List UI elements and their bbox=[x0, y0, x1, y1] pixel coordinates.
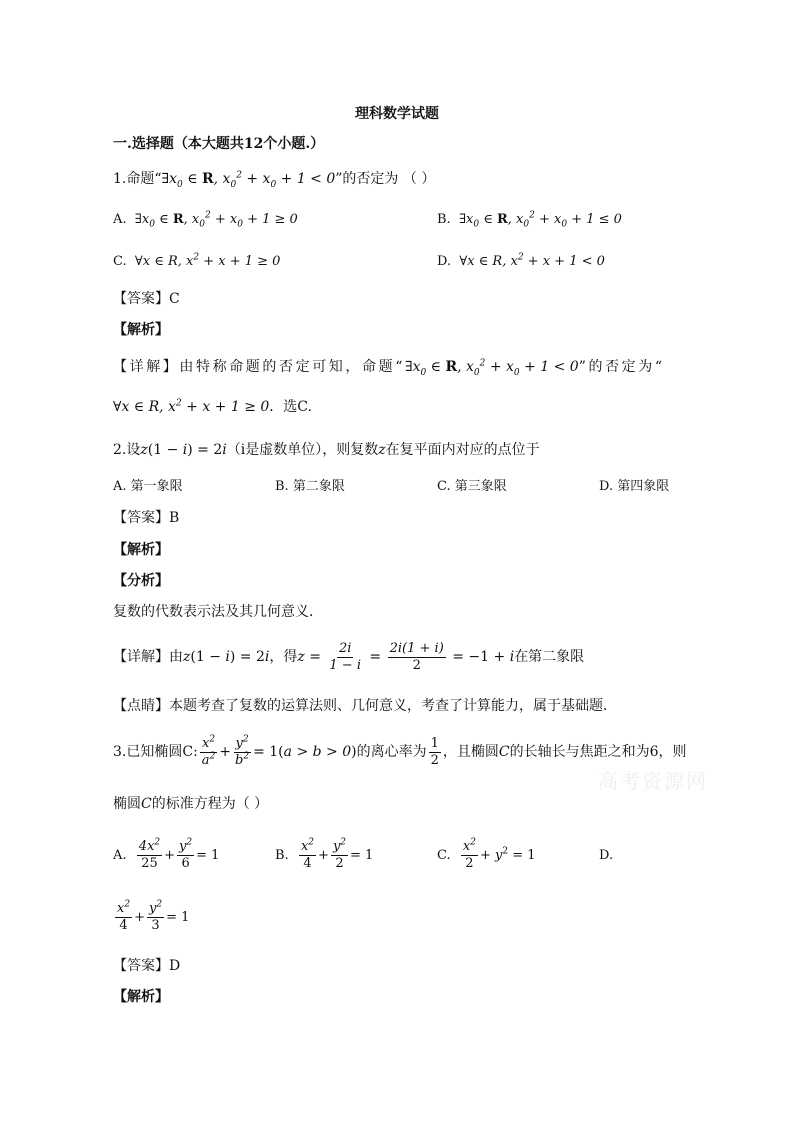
q1-stem bbox=[113, 169, 435, 189]
q3-option-d-formula: $\frac{x^2}{4}$ + $\frac{y^2}{3}$ = 1 bbox=[117, 899, 190, 933]
q3-stem-line2: 椭圆C的标准方程为（ ） bbox=[113, 796, 269, 812]
page-title: 理科数学试题 bbox=[355, 106, 439, 122]
q1-option-d: D. ∀x ∈ R, $x^2 + x + 1 < 0$ bbox=[437, 252, 605, 269]
q2-stem: 2.设z(1 − i) = 2i（i是虚数单位），则复数z在复平面内对应的点位于 bbox=[113, 442, 540, 458]
q1-formula: $\exists x_0$ ∈ R, $x_0^2 + x_0 + 1 < 0$ bbox=[161, 170, 336, 190]
section-heading: 一.选择题（本大题共12个小题.） bbox=[113, 136, 325, 152]
q2-answer: 【答案】B bbox=[113, 510, 180, 526]
q2-option-b: B. 第二象限 bbox=[275, 479, 345, 494]
q1-detail-cont: ∀x ∈ R, $x^2 + x + 1 \ge 0$．选C. bbox=[113, 398, 312, 415]
q1-stem-post: ”的否定为 （ ） bbox=[335, 171, 436, 187]
q3-analysis-label: 【解析】 bbox=[113, 989, 169, 1005]
q2-fenxi-text: 复数的代数表示法及其几何意义． bbox=[113, 604, 323, 620]
q3-option-c: C. $\frac{x^2}{2}$ + $y^2 = 1$ bbox=[437, 837, 536, 871]
q3-option-d: D. bbox=[599, 848, 614, 863]
q3-option-a: A. $\frac{4x^2}{25}$ + $\frac{y^2}{6}$ = 1 bbox=[113, 837, 220, 871]
watermark: 高考资源网 bbox=[598, 769, 708, 793]
q1-option-b: B. $\exists x_0$ ∈ R, $x_0^2 + x_0 + 1 \le 0$ bbox=[437, 210, 622, 230]
q3-stem: 3.已知椭圆C: $\frac{x^2}{a^2}$ + $\frac{y^2}{b^2}$ = 1(a > b > 0)的离心率为 $\frac{1}{2}$ ，且椭圆C的长轴长与焦距之和为6，则 bbox=[113, 734, 687, 768]
q2-option-c: C. 第三象限 bbox=[437, 479, 507, 494]
q1-analysis-label: 【解析】 bbox=[113, 322, 169, 338]
q2-dianjing: 【点睛】本题考查了复数的运算法则、几何意义，考查了计算能力，属于基础题． bbox=[113, 698, 617, 714]
q2-option-a: A. 第一象限 bbox=[113, 479, 183, 494]
q2-analysis-label: 【解析】 bbox=[113, 542, 169, 558]
q1-option-a: A. $\exists x_0$ ∈ R, $x_0^2 + x_0 + 1 \ge 0$ bbox=[113, 210, 298, 230]
q1-option-c: C. ∀x ∈ R, $x^2 + x + 1 \ge 0$ bbox=[113, 252, 281, 269]
q1-stem-pre: 1.命题“ bbox=[113, 171, 162, 187]
q1-answer: 【答案】C bbox=[113, 291, 180, 307]
q3-answer: 【答案】D bbox=[113, 958, 181, 974]
q2-fenxi-label: 【分析】 bbox=[113, 573, 169, 589]
q2-detail: 【详解】由z(1 − i) = 2i，得z = $\frac{2i}{1 - i}$ = $\frac{2i(1 + i)}{2}$ = −1 + i在第二象限 bbox=[113, 640, 585, 673]
q3-option-b: B. $\frac{x^2}{4}$ + $\frac{y^2}{2}$ = 1 bbox=[275, 837, 374, 871]
q1-detail: 【详解】由特称命题的否定可知，命题“$\exists x_0$ ∈ R, $x_0^2 + x_0 + 1 < 0$”的否定为“ bbox=[113, 358, 665, 378]
q2-option-d: D. 第四象限 bbox=[599, 479, 670, 494]
